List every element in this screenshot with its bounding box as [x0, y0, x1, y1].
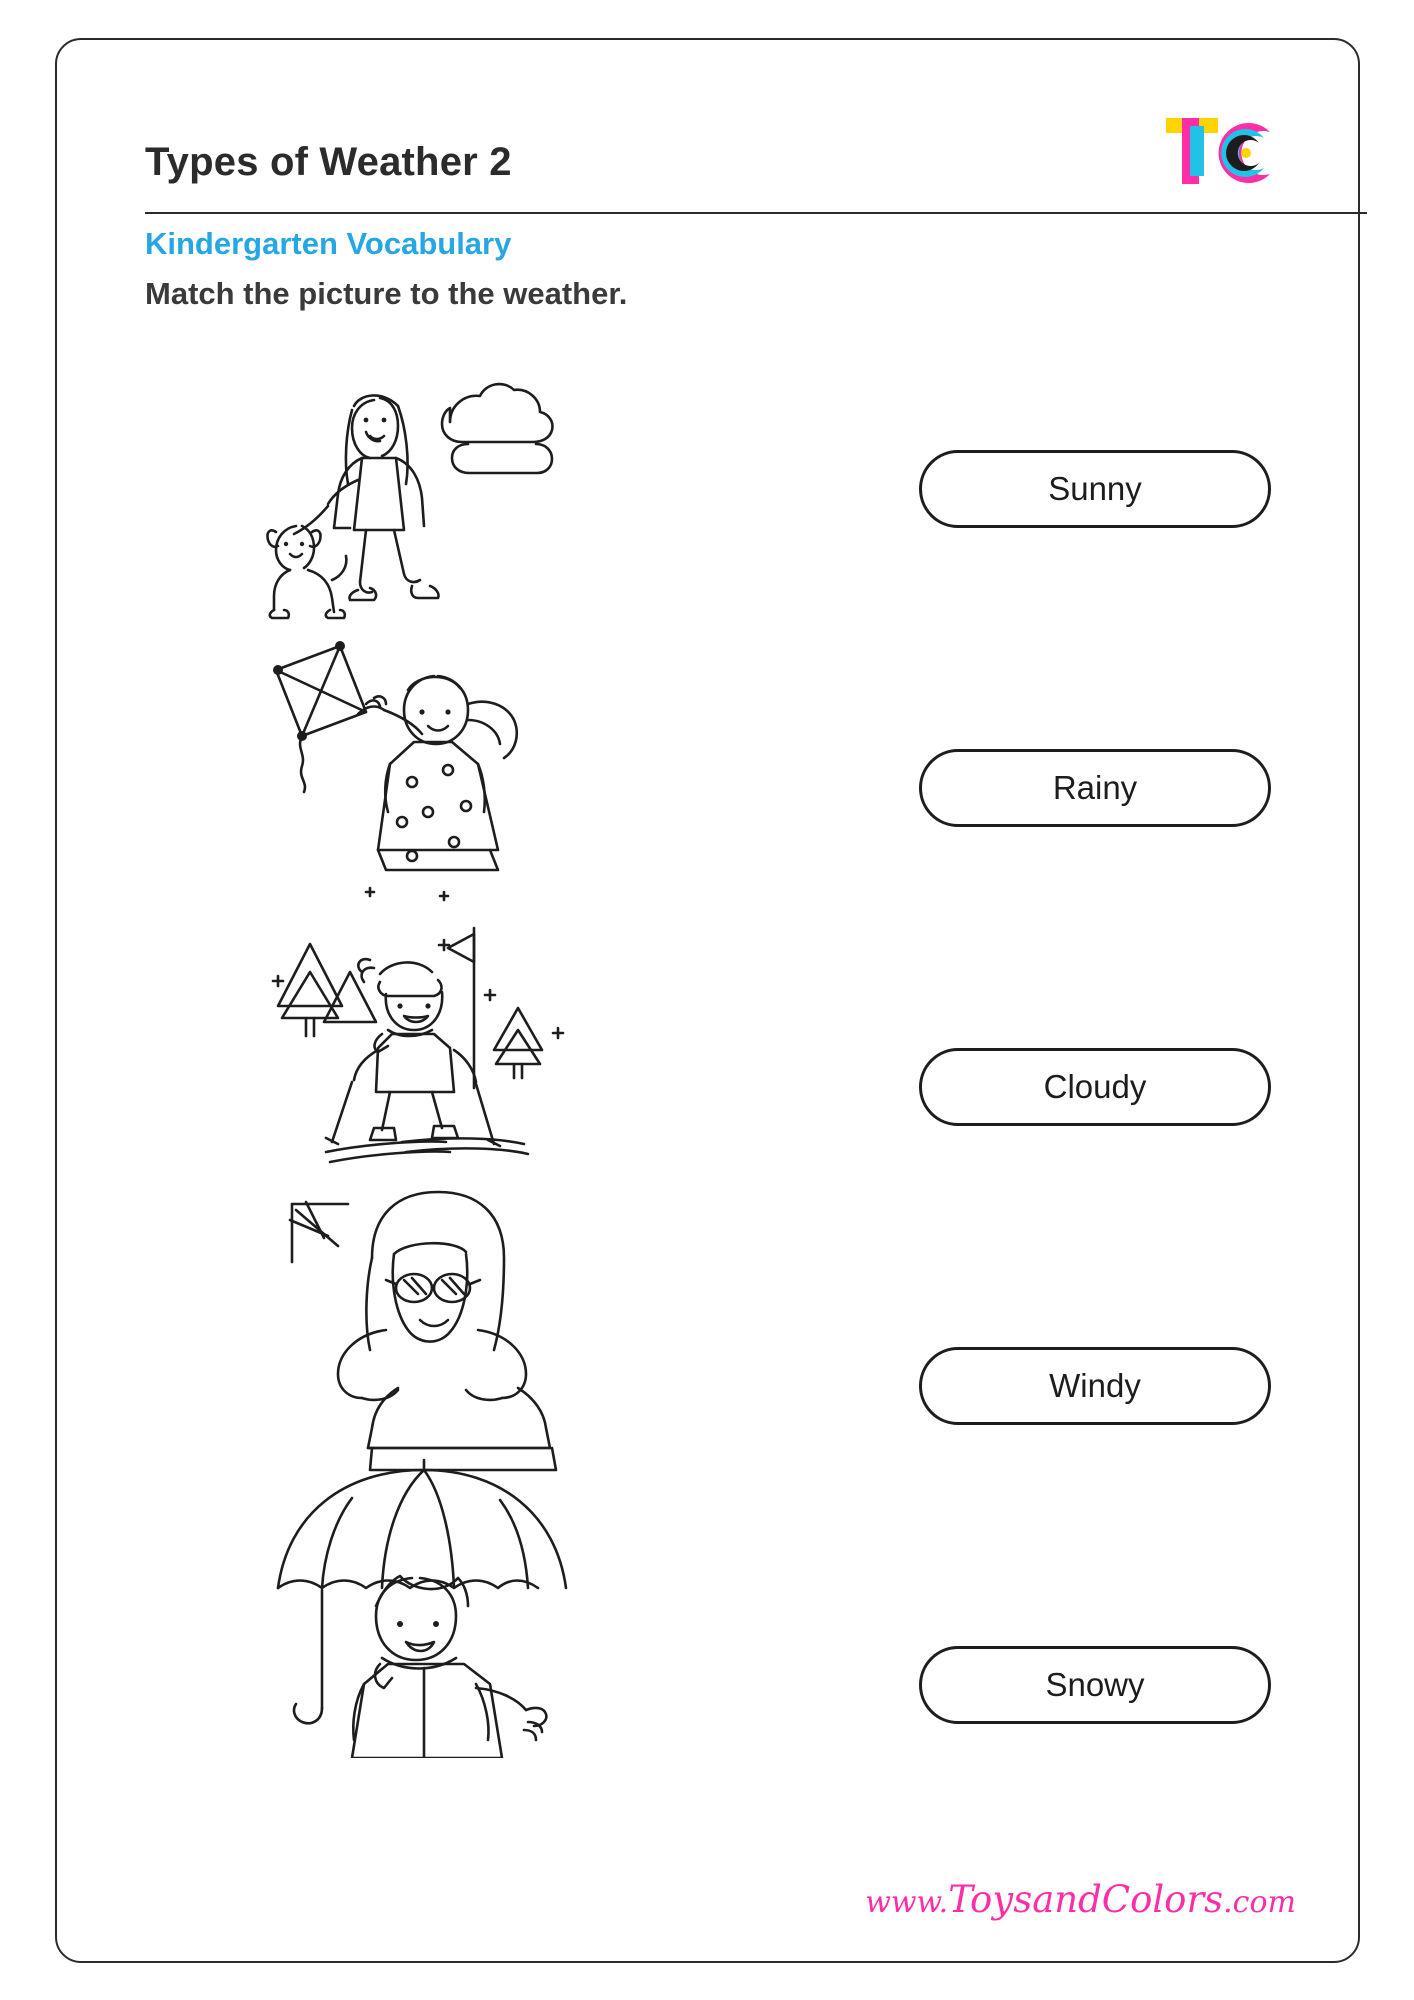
option-label: Rainy [1052, 769, 1138, 806]
worksheet-sheet [55, 38, 1360, 1963]
option-cloudy[interactable] [919, 1048, 1271, 1126]
footer-www: www. [865, 1885, 949, 1920]
option-sunny[interactable] [919, 450, 1271, 528]
picture-child-skiing-snowy [262, 898, 662, 1198]
picture-girl-flying-kite-windy [262, 620, 662, 920]
page-title: Types of Weather 2 [145, 140, 512, 184]
option-rainy[interactable] [919, 749, 1271, 827]
picture-child-umbrella-rainy [262, 1458, 662, 1758]
toysandcolors-logo [1160, 112, 1280, 198]
footer-brand: ToysandColors [948, 1878, 1224, 1921]
website-footer[interactable] [865, 1878, 1296, 1921]
option-label: Sunny [1048, 470, 1142, 507]
header-divider [145, 212, 1367, 214]
option-windy[interactable] [919, 1347, 1271, 1425]
picture-girl-sunglasses-sunny [262, 1180, 662, 1480]
option-snowy[interactable] [919, 1646, 1271, 1724]
option-label: Cloudy [1043, 1068, 1147, 1105]
option-label: Windy [1049, 1367, 1141, 1404]
picture-girl-walking-dog-cloudy [262, 340, 662, 640]
footer-tld: .com [1223, 1885, 1296, 1920]
instruction-text: Match the picture to the weather. [145, 276, 628, 311]
subject-label: Kindergarten Vocabulary [145, 226, 512, 261]
option-label: Snowy [1045, 1666, 1145, 1703]
